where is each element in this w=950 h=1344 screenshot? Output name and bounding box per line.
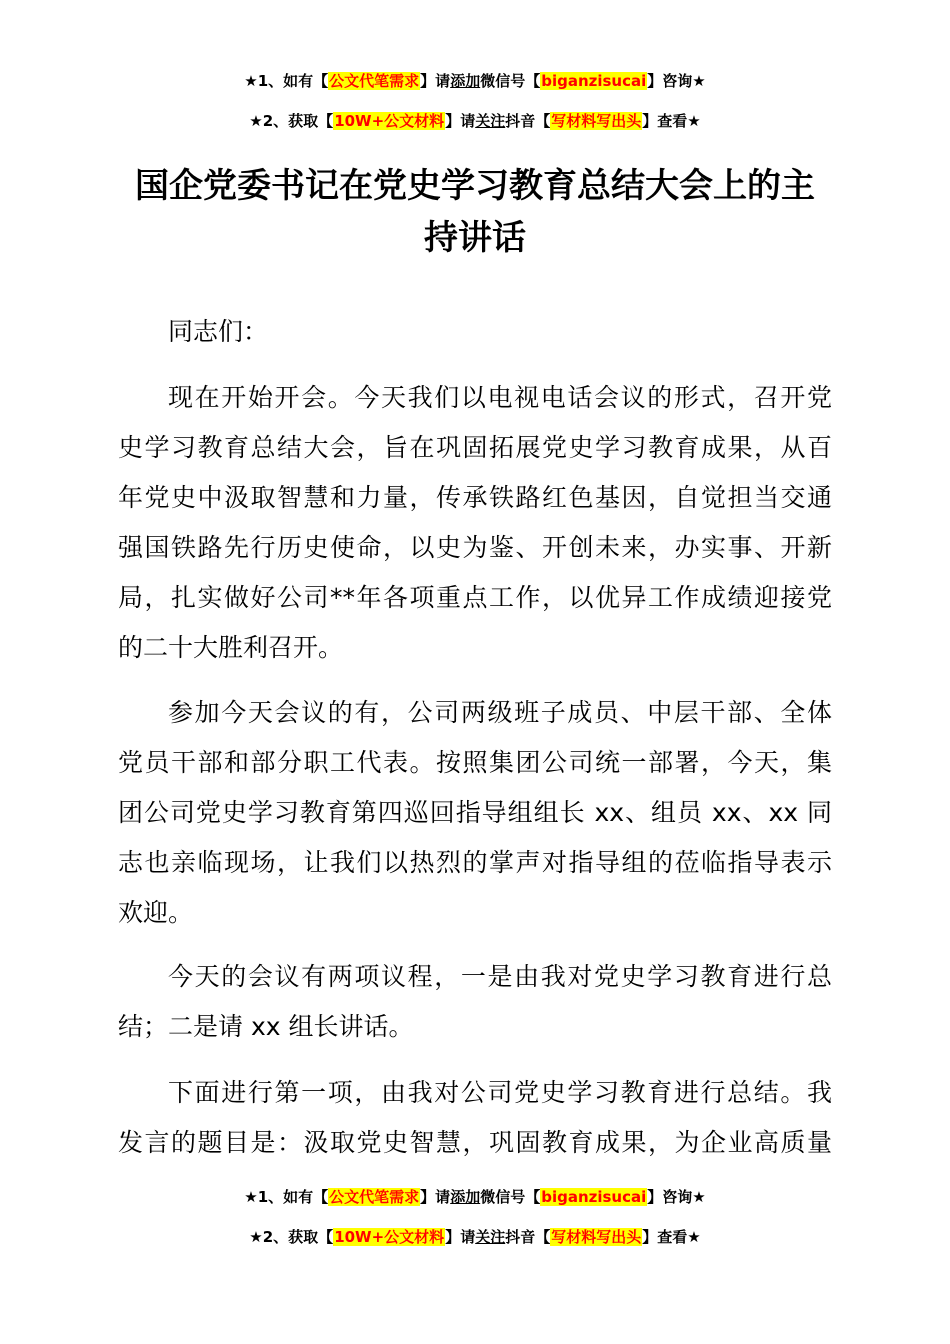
banner-text: 】请 [445, 112, 476, 130]
paragraph-line: 下面进行第一项，由我对公司党史学习教育进行总结。我 [168, 1078, 832, 1107]
banner-highlight: 10W+公文材料 [334, 1228, 445, 1246]
paragraph-line: 今天的会议有两项议程，一是由我对党史学习教育进行总 [168, 962, 832, 991]
banner-text: 】咨询★ [647, 72, 706, 90]
banner-text: 】请 [420, 72, 451, 90]
paragraph-line: 的二十大胜利召开。 [118, 633, 344, 662]
document-title [110, 160, 840, 264]
body-paragraph-4 [118, 1068, 832, 1168]
banner-text: 微信号【 [480, 1188, 541, 1206]
paragraph-line: 结；二是请 xx 组长讲话。 [118, 1012, 414, 1041]
banner-highlight-wechat-id: biganzisucai [541, 1188, 647, 1206]
banner-highlight-wechat-id: biganzisucai [541, 72, 647, 90]
banner-underlined-text: 关注 [475, 1228, 506, 1246]
top-banner-line-1 [0, 70, 950, 92]
banner-highlight: 公文代笔需求 [329, 72, 420, 90]
title-line: 持讲话 [424, 218, 526, 258]
banner-text: 】查看★ [642, 112, 701, 130]
banner-text: 抖音【 [505, 112, 551, 130]
banner-highlight-douyin: 写材料写出头 [551, 1228, 642, 1246]
banner-text: ★2、获取【 [249, 112, 334, 130]
body-paragraph-3 [118, 952, 832, 1052]
paragraph-line: 强国铁路先行历史使命，以史为鉴、开创未来，办实事、开新 [118, 533, 832, 562]
bottom-banner-line-1 [0, 1186, 950, 1208]
paragraph-line: 团公司党史学习教育第四巡回指导组组长 xx、组员 xx、xx 同 [118, 798, 832, 827]
paragraph-line: 现在开始开会。今天我们以电视电话会议的形式，召开党 [168, 383, 832, 412]
body-paragraph-2 [118, 688, 832, 938]
banner-text: 】请 [445, 1228, 476, 1246]
paragraph-line: 志也亲临现场，让我们以热烈的掌声对指导组的莅临指导表示 [118, 848, 832, 877]
banner-text: 】咨询★ [647, 1188, 706, 1206]
paragraph-line: 同志们： [168, 317, 269, 346]
banner-text: ★1、如有【 [244, 1188, 329, 1206]
banner-highlight: 10W+公文材料 [334, 112, 445, 130]
paragraph-line: 史学习教育总结大会，旨在巩固拓展党史学习教育成果，从百 [118, 433, 832, 462]
banner-text: 】请 [420, 1188, 451, 1206]
paragraph-line: 欢迎。 [118, 898, 194, 927]
paragraph-line: 参加今天会议的有，公司两级班子成员、中层干部、全体 [168, 698, 832, 727]
body-paragraph-1 [118, 373, 832, 673]
banner-text: 】查看★ [642, 1228, 701, 1246]
title-line: 国企党委书记在党史学习教育总结大会上的主 [135, 166, 815, 206]
paragraph-line: 年党史中汲取智慧和力量，传承铁路红色基因，自觉担当交通 [118, 483, 832, 512]
banner-underlined-text: 添加 [450, 72, 481, 90]
banner-text: ★2、获取【 [249, 1228, 334, 1246]
banner-highlight: 公文代笔需求 [329, 1188, 420, 1206]
paragraph-line: 党员干部和部分职工代表。按照集团公司统一部署，今天，集 [118, 748, 832, 777]
bottom-banner-line-2 [0, 1226, 950, 1248]
banner-text: 微信号【 [480, 72, 541, 90]
banner-highlight-douyin: 写材料写出头 [551, 112, 642, 130]
paragraph-line: 发言的题目是：汲取党史智慧，巩固教育成果，为企业高质量 [118, 1128, 832, 1157]
banner-underlined-text: 添加 [450, 1188, 481, 1206]
salutation-paragraph [118, 307, 832, 357]
banner-underlined-text: 关注 [475, 112, 506, 130]
banner-text: ★1、如有【 [244, 72, 329, 90]
top-banner-line-2 [0, 110, 950, 132]
banner-text: 抖音【 [505, 1228, 551, 1246]
paragraph-line: 局，扎实做好公司**年各项重点工作，以优异工作成绩迎接党 [118, 583, 832, 612]
